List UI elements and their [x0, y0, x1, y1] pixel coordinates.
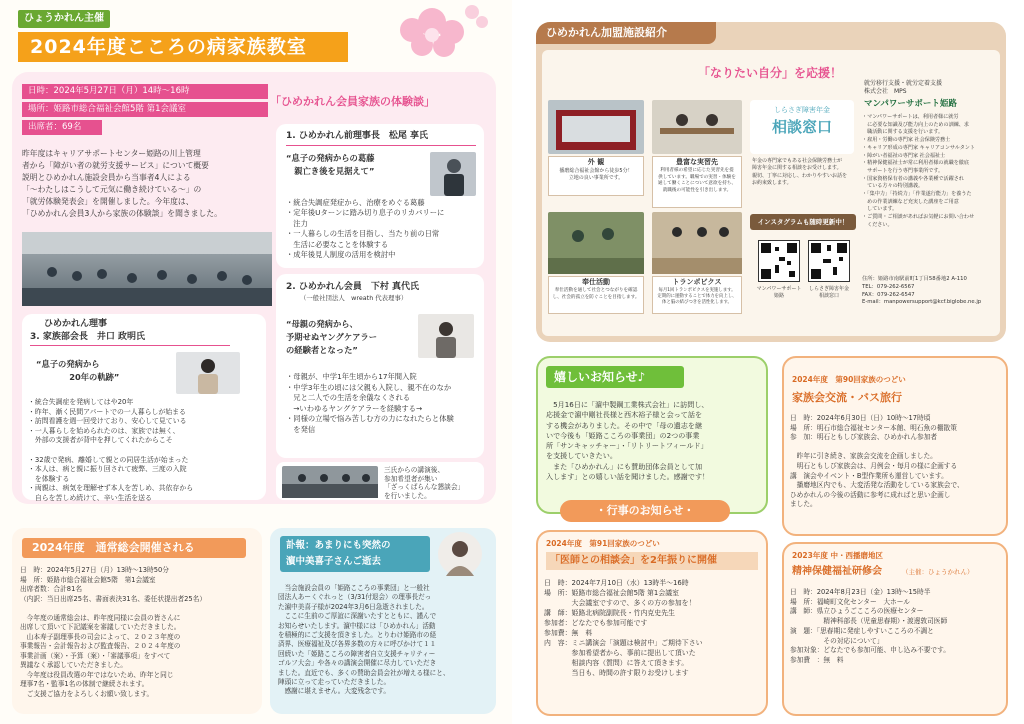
portrait-icon: [438, 532, 482, 576]
speaker3-heading-1: ひめかれん理事: [44, 319, 108, 329]
desk-icon: [652, 100, 742, 154]
qr-code-icon: [759, 241, 799, 281]
event2-body: 日 時：2024年6月30日（日）10時～17時頃 場 所：明石市総合福祉センター本館、明石魚の棚散策 参 加：明石ともしび家族会、ひめかれん参加者 昨年に引き続き、家族会交流を企画しました。 明石ともしび家族会は、月例会・毎月の様に企画する 講 演会やイベント・B型作業所も運営しています。 播磨地区内でも、大変活発な活動をしている家族会で、 ひめかれんの今後の活動に参考に成ればと思い企画し ました。: [790, 414, 964, 509]
speaker1-heading: 1. ひめかれん前理事長 松尾 享氏: [286, 131, 428, 141]
general-meeting-body: 日 時：2024年5月27日（月）13時～13時50分 場 所：姫路市総合福祉会館5階 第1会議室 出席者数：合計81名 （内訳：当日出席25名、書面表決31名、委任状提出者25名） 今年度の通常総会は、昨年度同様に会員の皆さんに 出席して頂いて下記議案を審議していただきました。 山本寿子副理事長の司会によって、２０２３年度の 事業報告・会計報告および監査報告、２０２４年度の 事業計画（案）・予算（案）・「審議事項」をすべて 異議なく承認していただきました。 今年度は役員改選の年ではないため、昨年と同じ 理事7名・監事1名の体制で継続されます。 ご支援ご協力をよろしくお願い致します。: [20, 566, 207, 698]
speaker1-photo: [430, 152, 476, 196]
consult-small: しらさぎ障害年金: [774, 106, 830, 114]
company-sub: 就労移行支援・就労定着支援 株式会社 MPS: [864, 80, 943, 96]
event3-title: 精神保健福祉研修会: [792, 566, 882, 577]
speaker3-heading-2: 3. 家族部会長 井口 政明氏: [30, 332, 145, 342]
speaker2-heading: 2. ひめかれん会員 下村 真代氏: [286, 282, 419, 292]
cap4-sub: 毎月1回トランポビクスを実施します。 定期的に運動することで体力を向上し、 体と脳の結びつきを活性化します。: [657, 288, 737, 306]
facility-section-title: ひめかれん加盟施設紹介: [536, 22, 716, 44]
event3-tag: 2023年度 中・西播磨地区: [792, 551, 883, 560]
training-photo: [652, 100, 742, 154]
instagram-banner: インスタグラムも随時更新中！: [750, 214, 856, 230]
speaker-icon: [418, 314, 474, 358]
audience-illustration: [22, 232, 272, 306]
cap2-sub: 利用者様の希望に応じた実習先を提 供しています。職場での実習・体験を 通して働くことについて意欲を持ち、 就職後の可能性を引き出します。: [657, 168, 736, 193]
sakura-decoration: [362, 0, 492, 58]
event1-tag: 2024年度 第91回家族のつどい: [546, 539, 660, 548]
qr2-label: しらさぎ障害年金 相談窓口: [808, 286, 849, 299]
event2-tag: 2024年度 第90回家族のつどい: [792, 375, 906, 384]
speaker2-quote: “母親の発病から、 予期せぬヤングケアラー の経験者となった”: [286, 319, 378, 355]
cap1-sub: 播磨総合福祉会館から徒歩5分！ 立地の良い事業所です。: [559, 168, 633, 181]
speaker2-sub: （一般社団法人 wreath 代表理事）: [300, 294, 408, 302]
consult-note: 年金の専門家でもある社会保険労務士が 障害年金に関する相談をお受けします。 親切、丁寧に対応し、わかりやすいお話を お約束致します。: [752, 158, 848, 187]
consult-big: 相談窓口: [771, 118, 832, 136]
cap1-box: [548, 156, 644, 196]
obituary-title: 訃報：あまりにも突然の 濵中美喜子さんご逝去: [280, 536, 430, 572]
obituary-body: 当会施設会員の「姫路こころの事業団」と一般社 団法人あーくぐれっと（3/31付退会）の理事長だっ た濵中美喜子様が2024年3月6日急逝されました。 ここに生前のご厚誼に深謝いたすとともに、謹んで お知らせいたします。濵中様には「ひめかれん」活動 を積極的にご支援を頂きました。とりわけ姫路市の経 済界、医療福祉及び各界多数の方々に呼びかけて１１ 回続いた「姫路こころの障害者自立支援チャリティー ゴルフ大会」や各々の講演会開催に尽力していただき ました。直近でも、多くの賛助会員会社が増える様にと、 陣頭に立って走っていただきました。 感謝に堪えません。大変残念です。: [278, 584, 450, 696]
qr-code-1[interactable]: [758, 240, 800, 282]
obituary-photo: [438, 532, 482, 576]
panel-illustration: [282, 466, 378, 498]
speaker-icon: [430, 152, 476, 196]
speaker3-underline: [30, 345, 230, 346]
good-news-body: 5月16日に「濵中製鋼工業株式会社」に訪問し、 応援金で濵中剛社長様と西木裕子様と会って話を する機会がありました。その中で「母の遺志を継 いで今後も「姫路こころの事業団」の2つの事業 所「サンキャッチャー」・「リトリートフィールド」 を支援していきたい。 また「ひめかれん」にも賛助団体会員として加 入します」との嬉しい話を聞けました。感謝です！: [546, 400, 710, 482]
facility-slogan: 「なりたい自分」を応援！: [697, 66, 842, 80]
discussion-text: 三氏からの講演後、 参加希望者が集い 「ざっくばらんな懇談会」 を行いました。: [384, 466, 465, 500]
experience-heading: 「ひめかれん会員家族の体験談」: [270, 95, 435, 108]
consult-box: [750, 100, 854, 154]
people-icon: [548, 212, 644, 274]
speaker3-body: ・統合失調症を発病してはや20年 ・昨年、漸く民間アパートでの一人暮らしが始まる ・訪問看護を週一回受けており、安心して見ている ・一人暮らしを始められたのは、家族では無く、 外部の支援者が背中を押してくれたからこそ ・32歳で発病、離婚して親との同居生活が始まった ・本人は、病と親に振り回されて疲弊、三度の入院 を体験する ・両親は、病気を理解せず本人を苦しめ、共依存から 自らを苦しめ続けて、辛い生活を送る: [28, 398, 194, 502]
page-title: 2024年度こころの病家族教室: [18, 32, 348, 62]
speaker2-body: ・母親が、中学1年生頃から17年間入院 ・中学3年生の頃には父親も入院し、親不在のなか 兄と二人での生活を余儀なくされる →いわゆるヤングケアラーを経験する→ ・同様の立場で悩み苦しむ方の力になれたらと体験 を発信: [286, 372, 454, 434]
speaker3-quote: “息子の発病から 20年の軌跡”: [36, 359, 120, 382]
cap2-title: 豊富な実習先: [676, 158, 718, 166]
good-news-title: 嬉しいお知らせ♪: [546, 366, 684, 388]
cap3-title: 奉仕活動: [582, 278, 610, 286]
intro-text: 昨年度はキャリアサポートセンター姫路の川上管理 者から「障がい者の就労支援サービス」について概要 説明とひめかれん施設会員から当事者4人による 「～わたしはこうして元気に働き続けている～」の 「就労体験発表会」を開催しました。今年度は、 「ひめかれん会員3人から家族の体験談」を聞きました。: [22, 149, 222, 218]
speaker1-body: ・統合失調症発症から、治療をめぐる葛藤 ・定年後Uターンに踏み切り息子のリカバリーに 注力 ・一人暮らしの生活を目指し、当たり前の日常 生活に必要なことを体験する ・成年後見人制度の活用を検討中: [286, 198, 445, 260]
event3-body: 日 時：2024年8月23日（金）13時～15時半 場 所：福崎町文化センター 大ホール 講 師：県立ひょうごこころの医療センター 精神科部長（児童思春期）・渡邊敦司医師 演 題：「思春期に発症しやすいこころの不調と その対応について」 参加対象：どなたでも参加可能、申し込み不要です。 参加費 ：無 料: [790, 588, 950, 664]
events-header: ・行事のお知らせ・: [560, 500, 730, 522]
office-exterior-photo: [548, 100, 644, 154]
event2-title: 家族会交流・バス旅行: [792, 391, 902, 404]
seminar-photo: [22, 232, 272, 306]
event1-body: 日 時：2024年7月10日（水）13時半～16時 場 所：姫路市総合福祉会館5階 第1会議室 大会議室ですので、多くの方の参加を！ 講 師：姫路北病院副院長・竹内克史先生 参加者：どなたでも参加可能です 参加費：無 料 内 容：ミニ講演会「演題は検討中」ご期待下さい 参加希望者から、事前に提出して頂いた 相談内容（質問）に答えて頂きます。 当日も、時間の許す限りお受けします: [544, 579, 703, 677]
event3-title-note: （主催：ひょうかれん）: [902, 568, 974, 576]
date-bar: 日時：2024年5月27日（月）14時～16時: [22, 84, 268, 99]
company-name: マンパワーサポート姫路: [864, 99, 957, 109]
event1-title: 「医師との相談会」を2年振りに開催: [546, 552, 758, 570]
speaker3-photo: [176, 352, 240, 394]
qr-code-2[interactable]: [808, 240, 850, 282]
cap2-box: [652, 156, 742, 208]
cap4-title: トランポビクス: [672, 278, 722, 286]
place-bar: 場所：姫路市総合福祉会館5階 第1会議室: [22, 102, 268, 117]
discussion-photo: [282, 466, 378, 498]
general-meeting-title: 2024年度 通常総会開催される: [22, 538, 246, 558]
service-photo: [548, 212, 644, 274]
cap1-title: 外 観: [587, 158, 605, 166]
org-badge: ひょうかれん主催: [18, 10, 110, 28]
cap4-box: [652, 276, 742, 314]
speaker2-photo: [418, 314, 474, 358]
qr-code-icon: [809, 241, 849, 281]
attendance-bar: 出席者：69名: [22, 120, 102, 135]
cap3-box: [548, 276, 644, 314]
speaker-icon: [176, 352, 240, 394]
cherry-blossom-icon: [362, 0, 492, 58]
exercise-photo: [652, 212, 742, 274]
cap3-sub: 奉仕活動を通して社会とつながりを確認 し、社会的孤立を防ぐことを目指します。: [552, 288, 640, 300]
speaker1-underline: [286, 145, 476, 146]
company-features: ・マンパワーサポートは、利用者様に就労 に必要な知識及び能力向上のための訓練、求 職活動に関する支援を行います。 ・雇用・労働の専門家 社会保険労務士 ・キャリア形成の専門家 キャリアコンサルタント ・障がい者福祉の専門家 社会福祉士 ・精神保健福祉士が常に利用者様の就職を徹底 サポートを行う専門事業所です。 ・国家資格保有者の講義や各業種で活躍され ている方々の特別講義。 ・「集中力」「持続力」「作業遂行能力」を養うた めの作業訓練など充実した講座をご用意 しています。 ・ご質問・ご相談があればお気軽にお問い合わせ ください。: [862, 114, 975, 228]
company-address: 住所：姫路市南駅前町1丁目58番地2 A-110 TEL：079-262-6567 FAX：079-262-6547 E-mail：manpowersupport@kcf.biglobe.ne.jp: [862, 276, 982, 306]
qr1-label: マンパワーサポート 姫路: [756, 286, 802, 299]
speaker1-quote: “息子の発病からの葛藤 親亡き後を見据えて”: [286, 153, 375, 176]
building-icon: [548, 100, 644, 154]
exercise-icon: [652, 212, 742, 274]
